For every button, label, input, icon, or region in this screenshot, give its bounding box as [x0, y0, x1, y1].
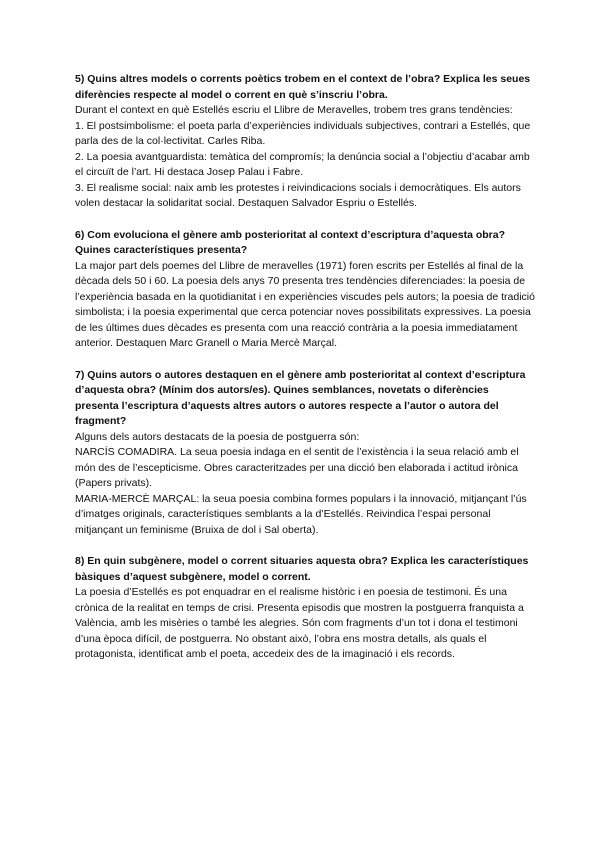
question-6-heading: 6) Com evoluciona el gènere amb posterioritat al context d’escriptura d’aquesta obra? Quines característiques presenta?: [75, 228, 506, 256]
question-8-section: [75, 554, 535, 663]
document-page: [75, 72, 535, 679]
question-8-heading: 8) En quin subgènere, model o corrent situaries aquesta obra? Explica les característiques bàsiques d’aquest subgènere, model o corrent.: [75, 555, 529, 583]
question-5-item-3: 3. El realisme social: naix amb les protestes i reivindicacions socials i democràtiques. Els autors volen destacar la solidaritat social. Destaquen Salvador Espriu o Estellés.: [75, 181, 521, 209]
question-7-section: [75, 368, 535, 539]
question-6-answer: La major part dels poemes del Llibre de meravelles (1971) foren escrits per Estellés al final de la dècada dels 50 i 60. La poesia dels anys 70 presenta tres tendències diferenciades: la poesia de l’experiència basada en la quotidianitat i en experiències viscudes pels autors; la poesia de tradició simbolista; i la poesia experimental que cerca potenciar noves possibilitats expressives. La poesia de les últimes dues dècades es presenta com una reacció contrària a la poesia immediatament anterior. Destaquen Marc Granell o Maria Mercè Marçal.: [75, 259, 535, 349]
question-5-intro: Durant el context en què Estellés escriu el Llibre de Meravelles, trobem tres grans tendències:: [75, 104, 513, 116]
question-7-intro: Alguns dels autors destacats de la poesia de postguerra són:: [75, 430, 360, 443]
question-5-item-1: 1. El postsimbolisme: el poeta parla d’experiències individuals subjectives, contrari a Estellés, que parla des de la col·lectivitat. Carles Riba.: [75, 119, 531, 147]
question-7-author-comadira: NARCÍS COMADIRA. La seua poesia indaga en el sentit de l’existència i la seua relació amb el món des de l’escepticisme. Obres caracteritzades per una dicció ben elaborada i actitud irònica (Papers privats).: [75, 446, 519, 489]
question-8-answer: La poesia d’Estellés es pot enquadrar en el realisme històric i en poesia de testimoni. És una crònica de la realitat en temps de crisi. Presenta episodis que mostren la postguerra franquista a València, amb les misèries o també les alegries. Són com fragments d’un tot i dona el testimoni d’una època difícil, de postguerra. No obstant això, l’obra ens mostra detalls, als quals el protagonista, identificat amb el poeta, accedeix des de la imaginació i els records.: [75, 586, 524, 660]
question-6-section: [75, 228, 535, 352]
question-5-item-2: 2. La poesia avantguardista: temàtica del compromís; la denúncia social a l’objectiu d’acabar amb el circuït de l’art. Hi destaca Josep Palau i Fabre.: [75, 150, 530, 178]
question-5-heading: 5) Quins altres models o corrents poètics trobem en el context de l’obra? Explica les seues diferències respecte al model o corrent en què s’inscriu l’obra.: [75, 73, 531, 101]
question-5-section: [75, 72, 535, 212]
question-7-heading: 7) Quins autors o autores destaquen en el gènere amb posterioritat al context d’escriptura d’aquesta obra? (Mínim dos autors/es). Quines semblances, novetats o diferències presenta l’escriptura d’aquests altres autors o autores respecte a l’autor o autora del fragment?: [75, 368, 526, 427]
question-7-author-marcal: MARIA-MERCÈ MARÇAL: la seua poesia combina formes populars i la innovació, mitjançant l’ús d’imatges originals, característiques semblants a la d’Estellés. Reivindica l’espai personal mitjançant un feminisme (Bruixa de dol i Sal oberta).: [75, 492, 527, 536]
